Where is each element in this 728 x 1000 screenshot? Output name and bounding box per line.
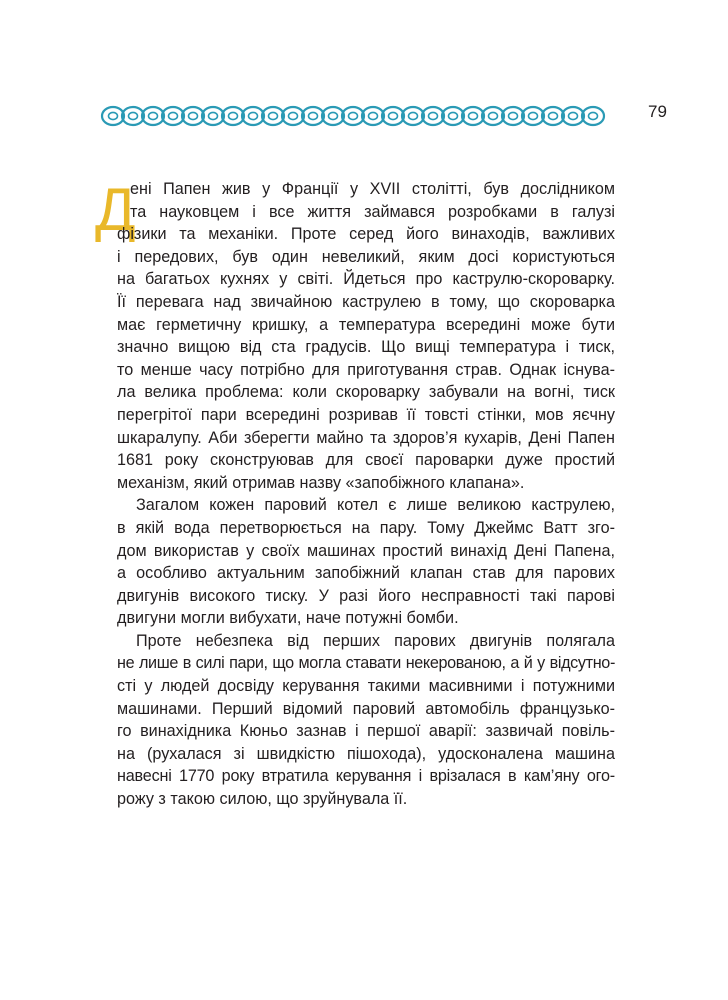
text-line: фізики та механіки. Проте серед його винаходів, важливих: [117, 225, 615, 244]
text-line: навесні 1770 року втратила керування і врізалася в кам’яну ого-: [117, 767, 615, 786]
text-line: не лише в силі пари, що могла ставати некерованою, а й у відсутно-: [117, 654, 615, 673]
chain-link: [269, 112, 278, 119]
body-text: [117, 178, 615, 811]
chain-link: [549, 112, 558, 119]
text-line: має герметичну кришку, а температура всередині може бути: [117, 315, 615, 334]
chain-link: [502, 107, 524, 125]
text-line: двигунів високого тиску. У разі його несправності такі парові: [117, 586, 615, 605]
text-line: ла велика проблема: коли скороварку забували на вогні, тиск: [117, 383, 615, 402]
chain-link: [462, 107, 484, 125]
text-line: машинами. Перший відомий паровий автомобіль французько-: [117, 699, 615, 718]
text-line: то менше часу потрібно для приготування страв. Однак існува-: [117, 360, 615, 379]
chain-link: [189, 112, 198, 119]
chain-link: [322, 107, 344, 125]
chain-link: [169, 112, 178, 119]
chain-link: [249, 112, 258, 119]
text-line: механізм, який отримав назву «запобіжного клапана».: [117, 473, 525, 492]
text-line: шкаралупу. Аби зберегти майно та здоров’я кухарів, Дені Папен: [117, 428, 615, 447]
chain-link: [122, 107, 144, 125]
text-line: двигуни могли вибухати, наче потужні бомби.: [117, 609, 459, 628]
text-line: а особливо актуальним запобіжний клапан став для парових: [117, 564, 615, 583]
chain-link: [149, 112, 158, 119]
chain-ornament: [99, 104, 619, 128]
text-line: ені Папен жив у Франції у XVII столітті, був дослідником: [130, 180, 615, 198]
text-line: Проте небезпека від перших парових двигунів полягала: [136, 631, 615, 650]
chain-link: [329, 112, 338, 119]
chain-link: [262, 107, 284, 125]
chain-link: [382, 107, 404, 125]
chain-link: [349, 112, 358, 119]
text-line: дом використав у своїх машинах простий винахід Дені Папена,: [117, 541, 615, 560]
page-number: 79: [648, 102, 667, 121]
chain-link: [409, 112, 418, 119]
text-line: на (рухалася зі швидкістю пішохода), удосконалена машина: [117, 744, 615, 763]
chain-link: [209, 112, 218, 119]
chain-link: [489, 112, 498, 119]
text-line: Її перевага над звичайною каструлею в тому, що скороварка: [117, 292, 615, 311]
chain-link: [569, 112, 578, 119]
chain-link: [222, 107, 244, 125]
text-line: Загалом кожен паровий котел є лише великою каструлею,: [136, 496, 615, 515]
text-line: в якій вода перетворюється на пару. Тому Джеймс Ватт зго-: [117, 518, 615, 537]
chain-link: [482, 107, 504, 125]
chain-link: [522, 107, 544, 125]
chain-link: [369, 112, 378, 119]
chain-link: [562, 107, 584, 125]
chain-link: [362, 107, 384, 125]
chain-link: [442, 107, 464, 125]
chain-link: [449, 112, 458, 119]
chain-link: [229, 112, 238, 119]
text-line: значно вищою від ста градусів. Що вищі температура і тиск,: [117, 338, 615, 357]
chain-link: [282, 107, 304, 125]
text-line: 1681 року сконструював для своєї пароварки дуже простий: [117, 451, 615, 470]
chain-link: [182, 107, 204, 125]
chain-link: [422, 107, 444, 125]
chain-link: [582, 107, 604, 125]
chain-link: [289, 112, 298, 119]
text-line: рожу з такою силою, що зруйнувала її.: [117, 790, 408, 809]
chain-link: [109, 112, 118, 119]
chain-link: [429, 112, 438, 119]
chain-link: [142, 107, 164, 125]
chain-link: [542, 107, 564, 125]
text-line: і передових, був один невеликий, яким досі користуються: [117, 247, 615, 266]
chain-link: [309, 112, 318, 119]
text-line: сті у людей досвіду керування такими масивними і потужними: [117, 677, 615, 696]
chain-link: [302, 107, 324, 125]
chain-link: [129, 112, 138, 119]
text-line: го винахідника Кюньо зазнав і першої аварії: зазвичай повіль-: [117, 722, 615, 741]
chain-link: [529, 112, 538, 119]
chain-link: [402, 107, 424, 125]
drop-cap: Д: [95, 176, 136, 243]
chain-link: [589, 112, 598, 119]
chain-link: [242, 107, 264, 125]
chain-link: [162, 107, 184, 125]
text-line: на багатьох кухнях у світі. Йдеться про каструлю-скороварку.: [117, 270, 615, 289]
chain-link: [102, 107, 124, 125]
text-line: перегрітої пари всередині розривав її товсті стінки, мов яєчну: [117, 405, 615, 424]
chain-link: [389, 112, 398, 119]
chain-link: [342, 107, 364, 125]
chain-link: [202, 107, 224, 125]
text-line: та науковцем і все життя займався розробками в галузі: [130, 202, 615, 221]
chain-link: [509, 112, 518, 119]
chain-link: [469, 112, 478, 119]
